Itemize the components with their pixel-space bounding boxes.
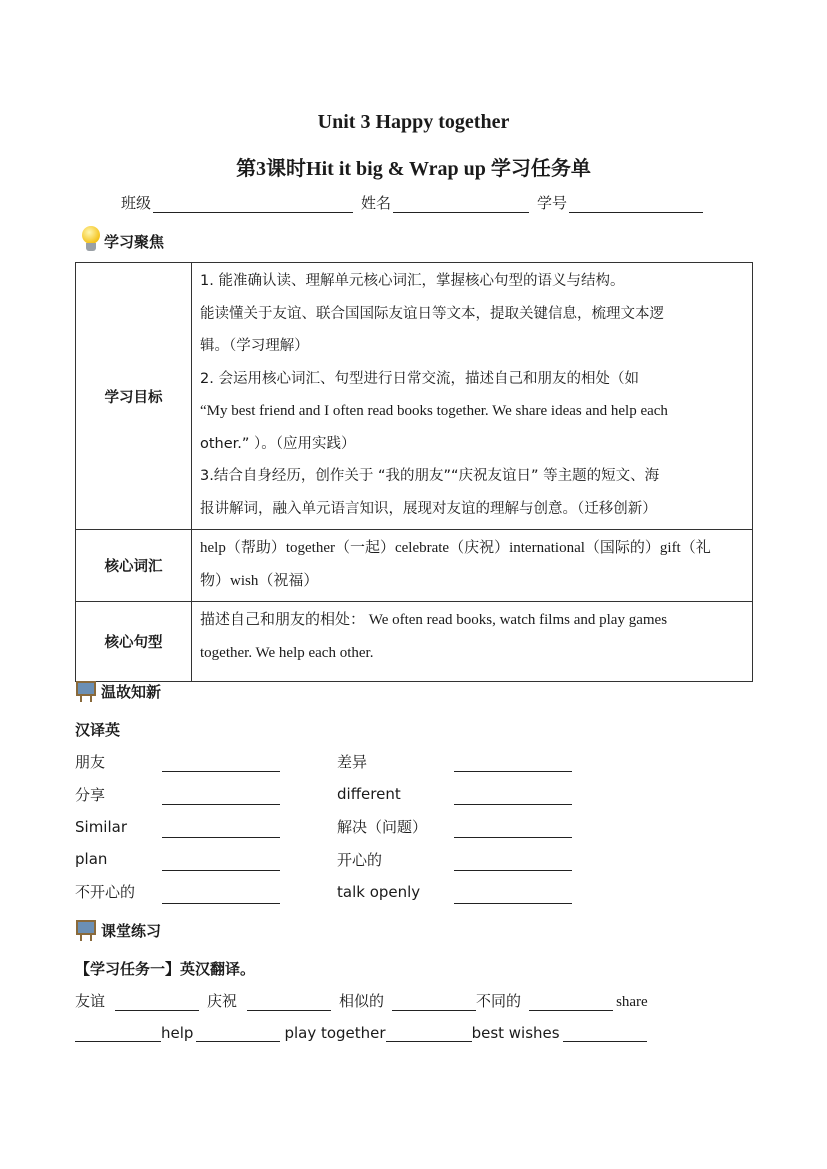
unit-title: Unit 3 Happy together bbox=[317, 111, 510, 133]
blackboard-icon bbox=[76, 680, 98, 702]
task1-line-1 bbox=[75, 990, 648, 1011]
right-word: 开心的 bbox=[337, 851, 383, 869]
vocab-content bbox=[192, 530, 753, 602]
answer-blank[interactable] bbox=[162, 804, 280, 805]
answer-blank[interactable] bbox=[454, 837, 572, 838]
class-field[interactable] bbox=[153, 194, 353, 213]
answer-blank[interactable] bbox=[162, 903, 280, 904]
lightbulb-icon bbox=[80, 226, 102, 256]
sentence-line: together. We help each other. bbox=[200, 644, 374, 661]
review-heading-text: 温故知新 bbox=[101, 682, 162, 701]
answer-blank[interactable] bbox=[392, 994, 476, 1011]
answer-blank[interactable] bbox=[75, 1025, 161, 1042]
answer-blank[interactable] bbox=[162, 870, 280, 871]
focus-heading bbox=[80, 226, 164, 256]
goal-line: 辑。（学习理解） bbox=[200, 338, 309, 354]
right-word: 解决（问题） bbox=[337, 818, 428, 836]
table-row bbox=[76, 602, 753, 682]
task1-line-2 bbox=[75, 1024, 647, 1042]
answer-blank[interactable] bbox=[115, 994, 199, 1011]
review-heading bbox=[76, 680, 161, 702]
left-word: plan bbox=[75, 850, 108, 868]
goals-content bbox=[192, 263, 753, 530]
task-word: 不同的 bbox=[476, 992, 522, 1010]
task1-title: 【学习任务一】英汉翻译。 bbox=[75, 960, 256, 978]
right-word: different bbox=[337, 785, 401, 803]
answer-blank[interactable] bbox=[529, 994, 613, 1011]
sentence-label: 核心句型 bbox=[76, 602, 192, 682]
task-word: best wishes bbox=[471, 1024, 560, 1042]
table-row bbox=[76, 263, 753, 530]
goal-line: 2. 会运用核心词汇、句型进行日常交流，描述自己和朋友的相处（如 bbox=[200, 370, 639, 387]
task-word: 相似的 bbox=[339, 992, 385, 1010]
goal-line: 3.结合自身经历，创作关于 “我的朋友”“庆祝友谊日” 等主题的短文、海 bbox=[200, 468, 660, 484]
class-label: 班级 bbox=[121, 194, 152, 212]
goal-line: 报讲解词，融入单元语言知识，展现对友谊的理解与创意。（迁移创新） bbox=[200, 500, 657, 517]
sentence-content bbox=[192, 602, 753, 682]
blackboard-icon bbox=[76, 919, 98, 941]
answer-blank[interactable] bbox=[162, 771, 280, 772]
vocab-line: 物）wish（祝福） bbox=[200, 572, 319, 589]
left-word: 不开心的 bbox=[75, 883, 136, 901]
review-subheading: 汉译英 bbox=[75, 721, 121, 739]
focus-heading-text: 学习聚焦 bbox=[104, 232, 165, 251]
sentence-line: 描述自己和朋友的相处： We often read books, watch films and play games bbox=[200, 612, 668, 628]
name-field[interactable] bbox=[393, 194, 529, 213]
practice-heading bbox=[76, 919, 161, 941]
vocab-line: help（帮助）together（一起）celebrate（庆祝）international（国际的）gift（礼 bbox=[200, 540, 711, 556]
answer-blank[interactable] bbox=[247, 994, 331, 1011]
right-word: talk openly bbox=[337, 883, 421, 901]
right-word: 差异 bbox=[337, 753, 368, 771]
answer-blank[interactable] bbox=[386, 1025, 472, 1042]
answer-blank[interactable] bbox=[454, 903, 572, 904]
task-word: play together bbox=[284, 1024, 386, 1042]
vocab-label: 核心词汇 bbox=[76, 530, 192, 602]
student-info bbox=[121, 192, 703, 213]
lesson-title: 第3课时Hit it big & Wrap up 学习任务单 bbox=[236, 158, 591, 180]
left-word: Similar bbox=[75, 818, 127, 836]
task-word: 友谊 bbox=[75, 992, 106, 1010]
number-label: 学号 bbox=[537, 194, 568, 212]
name-label: 姓名 bbox=[361, 194, 392, 212]
answer-blank[interactable] bbox=[454, 870, 572, 871]
task-word: share bbox=[616, 994, 648, 1010]
practice-heading-text: 课堂练习 bbox=[101, 921, 162, 940]
answer-blank[interactable] bbox=[196, 1025, 280, 1042]
answer-blank[interactable] bbox=[162, 837, 280, 838]
answer-blank[interactable] bbox=[454, 804, 572, 805]
left-word: 分享 bbox=[75, 786, 106, 804]
focus-table bbox=[75, 262, 753, 682]
goals-label: 学习目标 bbox=[76, 263, 192, 530]
number-field[interactable] bbox=[569, 194, 703, 213]
answer-blank[interactable] bbox=[454, 771, 572, 772]
left-word: 朋友 bbox=[75, 753, 106, 771]
goal-line: “My best friend and I often read books together. We share ideas and help each bbox=[200, 403, 668, 419]
goal-line: 1. 能准确认读、理解单元核心词汇，掌握核心句型的语义与结构。 bbox=[200, 273, 625, 289]
table-row bbox=[76, 530, 753, 602]
goal-line: 能读懂关于友谊、联合国国际友谊日等文本，提取关键信息，梳理文本逻 bbox=[200, 305, 664, 322]
goal-line: other.” ）。（应用实践） bbox=[200, 435, 356, 452]
task-word: 庆祝 bbox=[207, 992, 238, 1010]
answer-blank[interactable] bbox=[563, 1025, 647, 1042]
task-word: help bbox=[161, 1024, 194, 1042]
